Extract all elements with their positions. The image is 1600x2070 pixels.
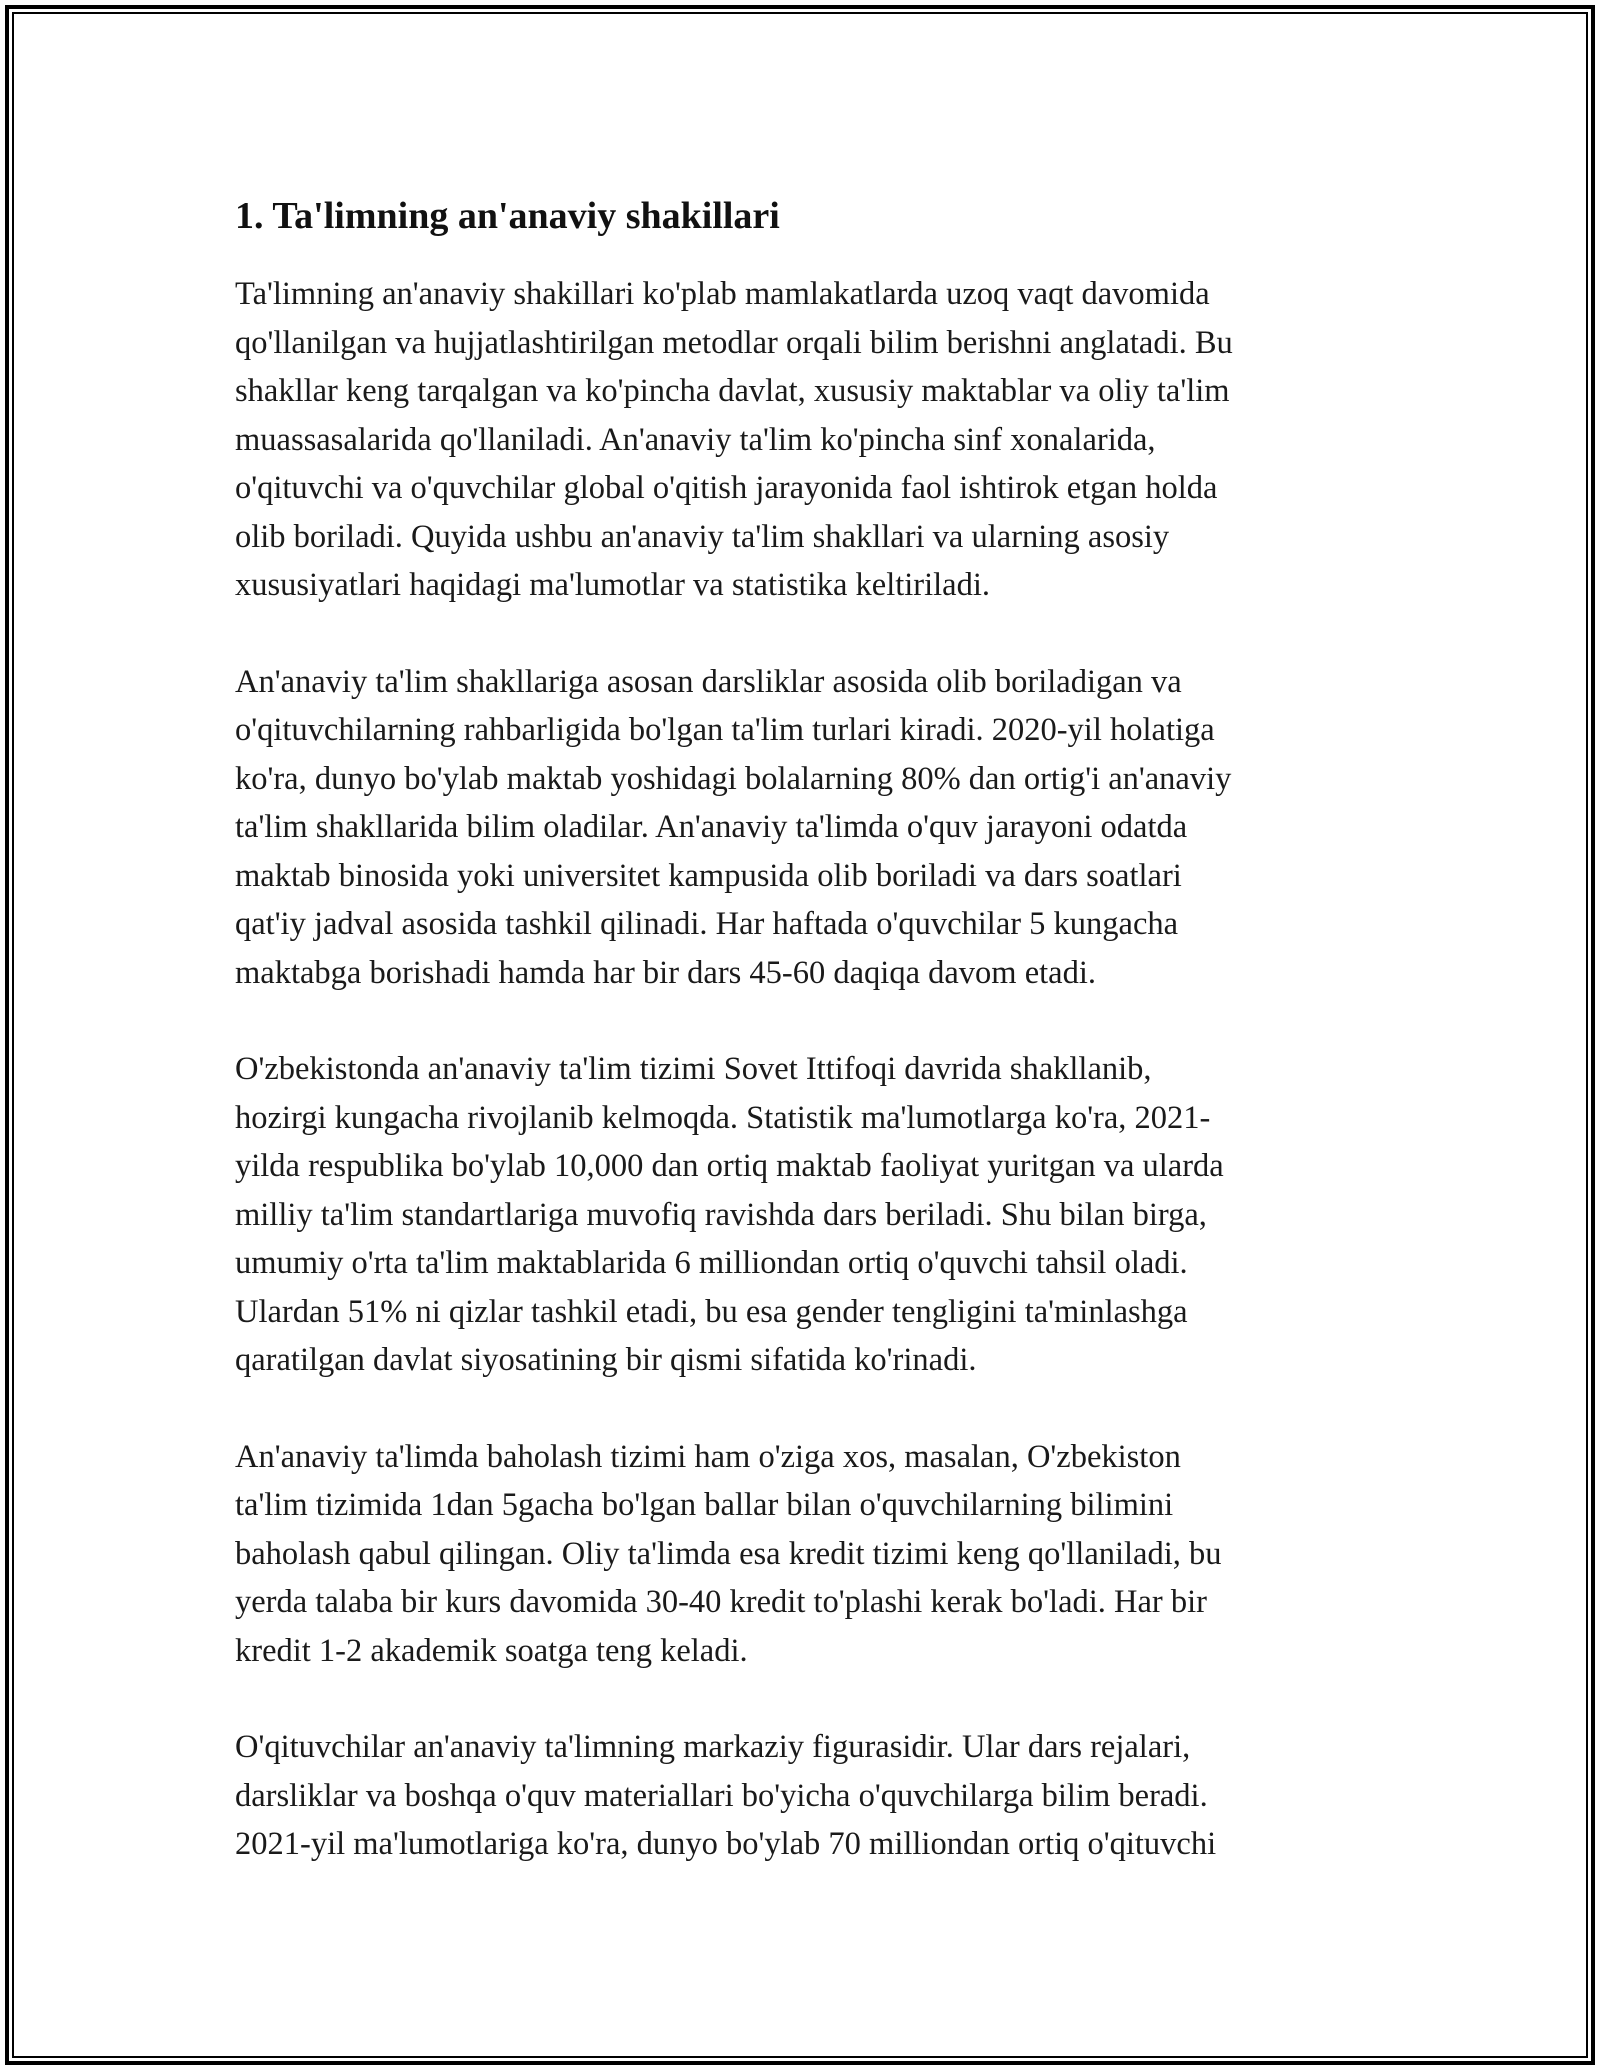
- text-line: An'anaviy ta'limda baholash tizimi ham o'ziga xos, masalan, O'zbekiston: [235, 1438, 1181, 1475]
- text-line: qat'iy jadval asosida tashkil qilinadi. Har haftada o'quvchilar 5 kungacha: [235, 906, 1179, 942]
- text-line: shakllar keng tarqalgan va ko'pincha davlat, xususiy maktablar va oliy ta'lim: [235, 373, 1230, 409]
- paragraph-5: [235, 1723, 1365, 1869]
- text-line: kredit 1-2 akademik soatga teng keladi.: [235, 1632, 748, 1669]
- text-line: umumiy o'rta ta'lim maktablarida 6 milliondan ortiq o'quvchi tahsil oladi.: [235, 1245, 1188, 1281]
- text-line: xususiyatlari haqidagi ma'lumotlar va statistika keltiriladi.: [235, 567, 990, 603]
- text-line: milliy ta'lim standartlariga muvofiq ravishda dars beriladi. Shu bilan birga,: [235, 1196, 1207, 1233]
- text-line: hozirgi kungacha rivojlanib kelmoqda. Statistik ma'lumotlarga ko'ra, 2021-: [235, 1099, 1211, 1136]
- text-line: olib boriladi. Quyida ushbu an'anaviy ta'lim shakllari va ularning asosiy: [235, 518, 1170, 555]
- document-body: [235, 188, 1365, 1917]
- text-line: maktabga borishadi hamda har bir dars 45-60 daqiqa davom etadi.: [235, 954, 1096, 991]
- text-line: Ta'limning an'anaviy shakillari ko'plab mamlakatlarda uzoq vaqt davomida: [235, 276, 1210, 312]
- text-line: maktab binosida yoki universitet kampusida olib boriladi va dars soatlari: [235, 857, 1182, 894]
- text-line: o'qituvchi va o'quvchilar global o'qitish jarayonida faol ishtirok etgan holda: [235, 470, 1218, 506]
- text-line: muassasalarida qo'llaniladi. An'anaviy ta'lim ko'pincha sinf xonalarida,: [235, 421, 1156, 458]
- text-line: ta'lim tizimida 1dan 5gacha bo'lgan ballar bilan o'quvchilarning bilimini: [235, 1487, 1174, 1523]
- paragraph-1: [235, 270, 1365, 610]
- text-line: O'qituvchilar an'anaviy ta'limning markaziy figurasidir. Ular dars rejalari,: [235, 1729, 1191, 1765]
- paragraph-3: [235, 1045, 1365, 1385]
- text-line: ta'lim shakllarida bilim oladilar. An'anaviy ta'limda o'quv jarayoni odatda: [235, 809, 1188, 845]
- text-line: yerda talaba bir kurs davomida 30-40 kredit to'plashi kerak bo'ladi. Har bir: [235, 1584, 1207, 1620]
- section-heading: 1. Ta'limning an'anaviy shakillari: [235, 195, 780, 237]
- text-line: Ulardan 51% ni qizlar tashkil etadi, bu esa gender tengligini ta'minlashga: [235, 1293, 1188, 1330]
- text-line: An'anaviy ta'lim shakllariga asosan darsliklar asosida olib boriladigan va: [235, 663, 1182, 700]
- text-line: ko'ra, dunyo bo'ylab maktab yoshidagi bolalarning 80% dan ortig'i an'anaviy: [235, 760, 1232, 797]
- text-line: O'zbekistonda an'anaviy ta'lim tizimi Sovet Ittifoqi davrida shakllanib,: [235, 1051, 1152, 1087]
- text-line: o'qituvchilarning rahbarligida bo'lgan ta'lim turlari kiradi. 2020-yil holatiga: [235, 712, 1215, 748]
- text-line: baholash qabul qilingan. Oliy ta'limda esa kredit tizimi keng qo'llaniladi, bu: [235, 1535, 1222, 1572]
- text-line: yilda respublika bo'ylab 10,000 dan ortiq maktab faoliyat yuritgan va ularda: [235, 1148, 1224, 1184]
- paragraph-4: [235, 1433, 1365, 1676]
- text-line: darsliklar va boshqa o'quv materiallari bo'yicha o'quvchilarga bilim beradi.: [235, 1777, 1208, 1814]
- text-line: 2021-yil ma'lumotlariga ko'ra, dunyo bo'ylab 70 milliondan ortiq o'qituvchi: [235, 1826, 1217, 1862]
- text-line: qo'llanilgan va hujjatlashtirilgan metodlar orqali bilim berishni anglatadi. Bu: [235, 324, 1233, 361]
- paragraph-2: [235, 658, 1365, 998]
- text-line: qaratilgan davlat siyosatining bir qismi sifatida ko'rinadi.: [235, 1342, 977, 1378]
